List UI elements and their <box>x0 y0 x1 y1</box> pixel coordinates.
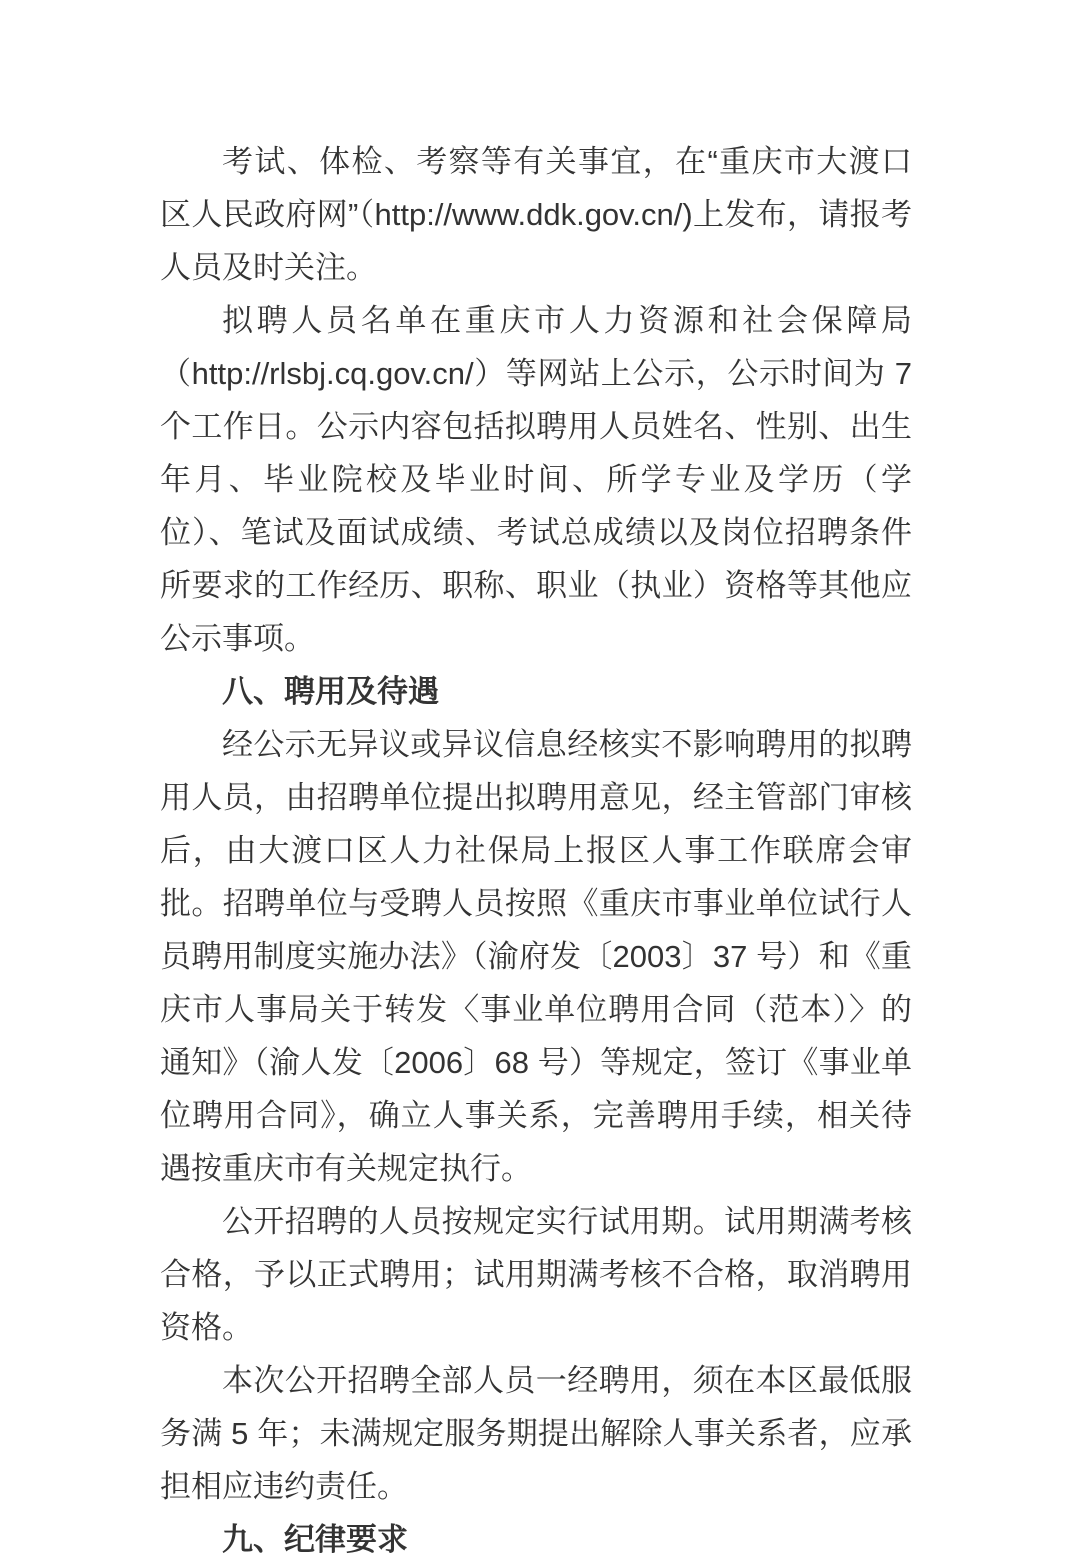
paragraph-minimum-service: 本次公开招聘全部人员一经聘用，须在本区最低服务满 5 年；未满规定服务期提出解除人事关系者，应承担相应违约责任。 <box>160 1363 912 1504</box>
paragraph-publicity-list: 拟聘人员名单在重庆市人力资源和社会保障局（http://rlsbj.cq.gov.cn/）等网站上公示，公示时间为 7 个工作日。公示内容包括拟聘用人员姓名、性别、出生年月、毕业院校及毕业时间、所学专业及学历（学位）、笔试及面试成绩、考试总成绩以及岗位招聘条件所要求的工作经历、职称、职业（执业）资格等其他应公示事项。 <box>160 303 912 656</box>
paragraph-probation-period: 公开招聘的人员按规定实行试用期。试用期满考核合格，予以正式聘用；试用期满考核不合格，取消聘用资格。 <box>160 1204 912 1345</box>
paragraph-employment-approval: 经公示无异议或异议信息经核实不影响聘用的拟聘用人员，由招聘单位提出拟聘用意见，经主管部门审核后，由大渡口区人力社保局上报区人事工作联席会审批。招聘单位与受聘人员按照《重庆市事业单位试行人员聘用制度实施办法》（渝府发〔2003〕37 号）和《重庆市人事局关于转发〈事业单位聘用合同（范本）〉的通知》（渝人发〔2006〕68 号）等规定，签订《事业单位聘用合同》，确立人事关系，完善聘用手续，相关待遇按重庆市有关规定执行。 <box>160 727 912 1186</box>
section-heading-discipline-requirements: 九、纪律要求 <box>222 1522 408 1557</box>
paragraph-exam-notice: 考试、体检、考察等有关事宜，在“重庆市大渡口区人民政府网”（http://www.ddk.gov.cn/)上发布，请报考人员及时关注。 <box>160 144 912 285</box>
section-heading-employment-and-treatment: 八、聘用及待遇 <box>222 674 439 709</box>
